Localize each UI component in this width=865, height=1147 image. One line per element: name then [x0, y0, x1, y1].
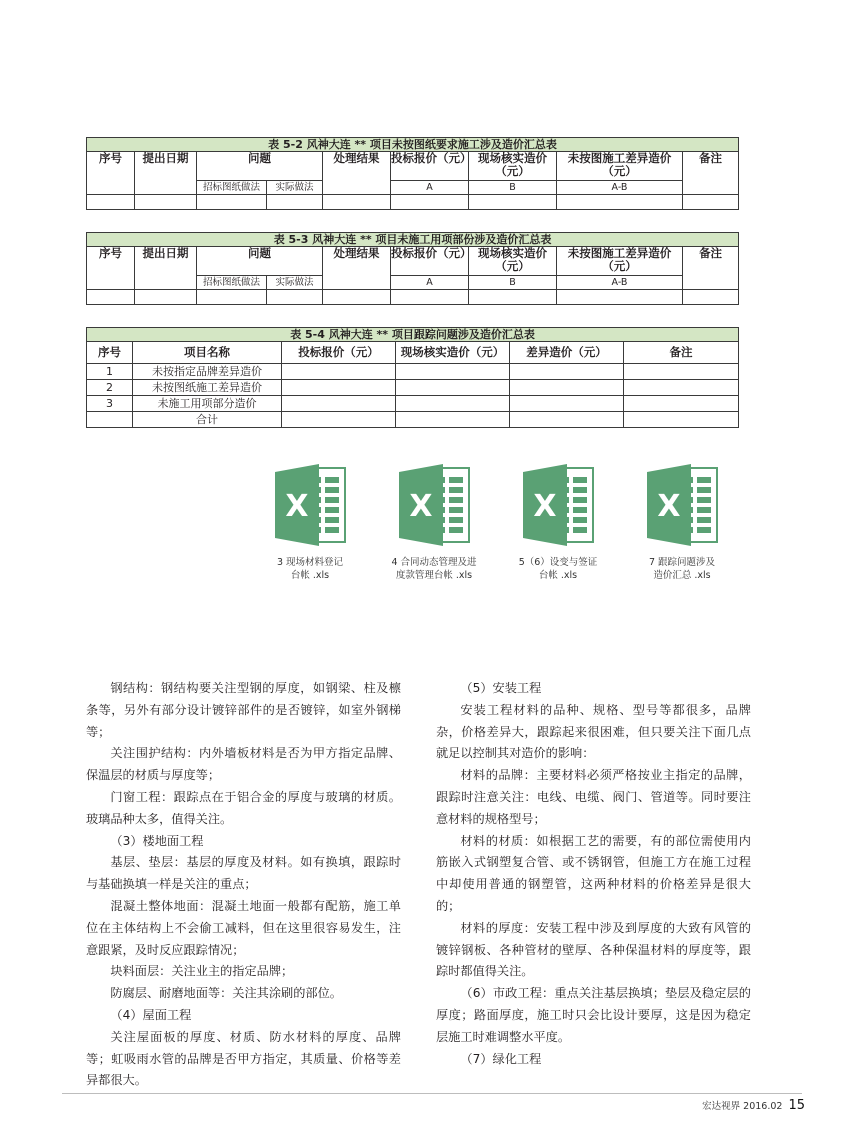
page-footer [702, 1098, 805, 1113]
paragraph: 混凝土整体地面：混凝土地面一般都有配筋，施工单位在主体结构上不会偷工减料，但在这里很容易发生，注意跟紧，及时反应跟踪情况； [86, 898, 401, 957]
item-name: 未按图纸施工差异造价 [133, 380, 282, 396]
item-name: 未按指定品牌差异造价 [133, 364, 282, 380]
column-header: 项目名称 [133, 342, 282, 364]
table-title: 表 5-3 风神大连 ** 项目未施工用项部份涉及造价汇总表 [87, 233, 739, 247]
excel-file-icon [521, 462, 595, 548]
sub-header: 招标图纸做法 [197, 181, 267, 195]
sub-header: 实际做法 [267, 276, 323, 290]
paragraph: 关注屋面板的厚度、材质、防水材料的厚度、品牌等；虹吸雨水管的品牌是否甲方指定，其质量、价格等差异都很大。 [86, 1029, 401, 1088]
formula-code: B [469, 276, 557, 290]
svg-text:X: X [285, 489, 309, 524]
attachment-file[interactable] [498, 462, 618, 582]
section-heading: （5）安装工程 [460, 681, 542, 695]
svg-text:X: X [409, 489, 433, 524]
left-text-column [86, 678, 401, 1092]
column-header: 现场核实造价（元） [396, 342, 510, 364]
column-header: 处理结果 [323, 247, 391, 290]
sub-header: 实际做法 [267, 181, 323, 195]
file-caption: 造价汇总 .xls [653, 570, 711, 581]
file-caption: 台帐 .xls [538, 570, 578, 581]
column-header: 投标报价（元） [282, 342, 396, 364]
paragraph: 钢结构：钢结构要关注型钢的厚度，如钢梁、柱及檩条等，另外有部分设计镀锌部件的是否镀锌，如室外钢梯等； [86, 681, 401, 739]
formula-code: A-B [557, 276, 683, 290]
column-header: 备注 [683, 152, 739, 195]
svg-text:X: X [657, 489, 681, 524]
row-number: 3 [87, 396, 133, 412]
paragraph: 关注围护结构：内外墙板材料是否为甲方指定品牌、保温层的材质与厚度等； [86, 746, 401, 783]
paragraph: 材料的厚度：安装工程中涉及到厚度的大致有风管的镀锌钢板、各种管材的壁厚、各种保温材料的厚度等，跟踪时都值得关注。 [436, 920, 751, 979]
column-header: 提出日期 [135, 247, 197, 290]
paragraph: 材料的材质：如根据工艺的需要，有的部位需使用内筋嵌入式钢塑复合管、或不锈钢管，但施工方在施工过程中却使用普通的钢塑管，这两种材料的价格差异是很大的； [436, 833, 751, 913]
row-number [87, 412, 133, 428]
column-header: 提出日期 [135, 152, 197, 195]
table-row [87, 396, 739, 412]
attachment-file[interactable] [374, 462, 494, 582]
file-caption: 3 现场材料登记 [276, 557, 344, 568]
attachment-list [250, 462, 750, 602]
column-header: 投标报价（元） [391, 152, 469, 181]
formula-code: A [391, 276, 469, 290]
column-header: 序号 [87, 152, 135, 195]
paragraph: 基层、垫层：基层的厚度及材料。如有换填，跟踪时与基础换填一样是关注的重点； [86, 855, 401, 892]
column-header: 备注 [683, 247, 739, 290]
excel-file-icon [645, 462, 719, 548]
right-text-column [436, 678, 751, 1070]
file-caption: 7 跟踪问题涉及 [648, 557, 716, 568]
column-header: 备注 [624, 342, 739, 364]
formula-code: A [391, 181, 469, 195]
paragraph: 材料的品牌：主要材料必须严格按业主指定的品牌，跟踪时注意关注：电线、电缆、阀门、管道等。同时要注意材料的规格型号； [436, 768, 751, 826]
column-header: 现场核实造价（元） [469, 247, 557, 276]
column-header: 问题 [197, 247, 323, 276]
column-header: 现场核实造价（元） [469, 152, 557, 181]
paragraph: （6）市政工程：重点关注基层换填；垫层及稳定层的厚度；路面厚度，施工时只会比设计要厚，这是因为稳定层施工时难调整水平度。 [436, 986, 751, 1044]
paragraph: 防腐层、耐磨地面等：关注其涂刷的部位。 [110, 986, 342, 1001]
table-row [87, 380, 739, 396]
paragraph: 安装工程材料的品种、规格、型号等都很多，品牌杂，价格差异大，跟踪起来很困难，但只要关注下面几点就足以控制其对造价的影响： [436, 702, 751, 761]
column-header: 投标报价（元） [391, 247, 469, 276]
section-heading: （4）屋面工程 [110, 1007, 192, 1022]
footer-divider [62, 1093, 802, 1094]
magazine-issue: 宏达视界 2016.02 [702, 1101, 783, 1112]
file-caption: 台帐 .xls [290, 570, 330, 581]
column-header: 问题 [197, 152, 323, 181]
excel-file-icon [273, 462, 347, 548]
table-5-2 [86, 137, 739, 210]
formula-code: B [469, 181, 557, 195]
svg-text:X: X [533, 489, 557, 524]
column-header: 未按图施工差异造价（元） [557, 152, 683, 181]
column-header: 差异造价（元） [510, 342, 624, 364]
item-name: 合计 [133, 412, 282, 428]
table-row [87, 290, 739, 305]
table-title: 表 5-2 风神大连 ** 项目未按图纸要求施工涉及造价汇总表 [87, 138, 739, 152]
formula-code: A-B [557, 181, 683, 195]
row-number: 2 [87, 380, 133, 396]
section-heading: （3）楼地面工程 [110, 833, 204, 848]
table-row [87, 364, 739, 380]
column-header: 未按图施工差异造价（元） [557, 247, 683, 276]
section-heading: （7）绿化工程 [460, 1051, 542, 1066]
table-row-total [87, 412, 739, 428]
paragraph: 块料面层：关注业主的指定品牌； [110, 964, 294, 979]
file-caption: 4 合同动态管理及进 [391, 557, 477, 568]
file-caption: 度款管理台帐 .xls [395, 570, 473, 581]
paragraph: 门窗工程：跟踪点在于铝合金的厚度与玻璃的材质。玻璃品种太多，值得关注。 [86, 789, 401, 826]
row-number: 1 [87, 364, 133, 380]
attachment-file[interactable] [622, 462, 742, 582]
page-number: 15 [788, 1098, 805, 1113]
column-header: 序号 [87, 247, 135, 290]
column-header: 序号 [87, 342, 133, 364]
table-row [87, 195, 739, 210]
column-header: 处理结果 [323, 152, 391, 195]
file-caption: 5（6）设变与签证 [518, 557, 598, 568]
attachment-file[interactable] [250, 462, 370, 582]
excel-file-icon [397, 462, 471, 548]
table-5-3 [86, 232, 739, 305]
item-name: 未施工用项部分造价 [133, 396, 282, 412]
sub-header: 招标图纸做法 [197, 276, 267, 290]
table-5-4 [86, 327, 739, 428]
table-title: 表 5-4 风神大连 ** 项目跟踪问题涉及造价汇总表 [87, 328, 739, 342]
